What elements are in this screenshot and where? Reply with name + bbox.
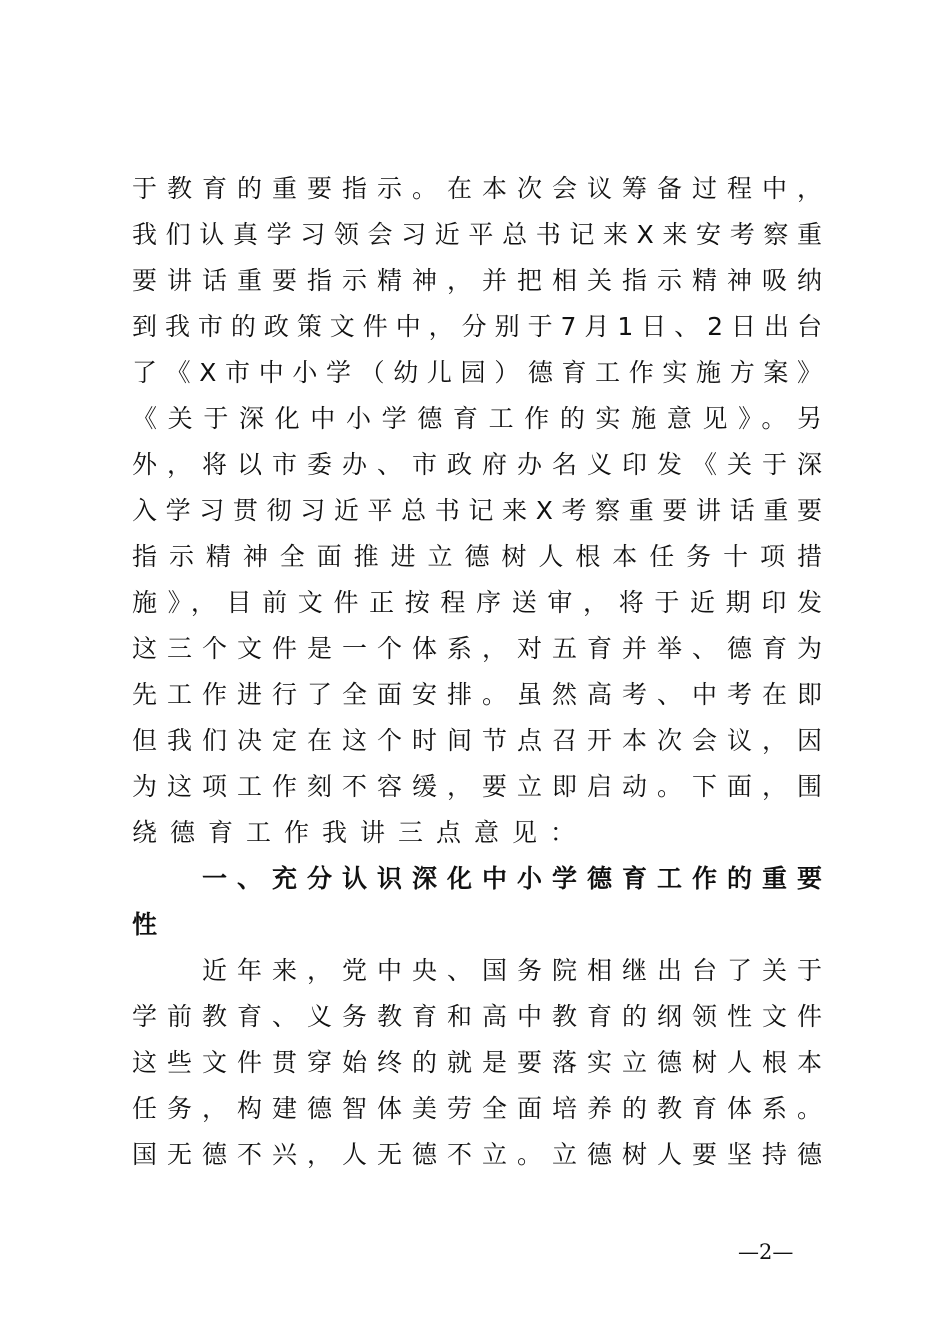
page-number: —2— [738,1240,794,1264]
text-line: 这些文件贯穿始终的就是要落实立德树人根本 [132,1048,822,1077]
text-line: 国无德不兴，人无德不立。立德树人要坚持德 [132,1140,822,1169]
text-line: 入学习贯彻习近平总书记来X考察重要讲话重要 [132,496,822,525]
text-line: 任务，构建德智体美劳全面培养的教育体系。 [132,1094,822,1123]
text-line: 外，将以市委办、市政府办名义印发《关于深 [132,450,822,479]
document-body [132,166,822,1178]
text-line: 但我们决定在这个时间节点召开本次会议，因 [132,726,822,755]
text-line: 指示精神全面推进立德树人根本任务十项措 [132,542,822,571]
text-line: 了《X市中小学（幼儿园）德育工作实施方案》 [132,358,822,387]
section-heading: 一、充分认识深化中小学德育工作的重要 [202,864,822,893]
text-line: 为这项工作刻不容缓，要立即启动。下面，围 [132,772,822,801]
text-line: 我们认真学习领会习近平总书记来X来安考察重 [132,220,822,249]
text-line: 这三个文件是一个体系，对五育并举、德育为 [132,634,822,663]
text-line: 要讲话重要指示精神，并把相关指示精神吸纳 [132,266,822,295]
text-line: 《关于深化中小学德育工作的实施意见》。另 [132,404,822,433]
text-line: 到我市的政策文件中，分别于7月1日、2日出台 [132,312,822,341]
text-line: 施》，目前文件正按程序送审，将于近期印发 [132,588,822,617]
section-heading-continued: 性 [132,910,158,939]
text-line: 绕德育工作我讲三点意见： [132,818,589,847]
text-line: 近年来，党中央、国务院相继出台了关于 [202,956,822,985]
text-line: 学前教育、义务教育和高中教育的纲领性文件 [132,1002,822,1031]
text-line: 于教育的重要指示。在本次会议筹备过程中， [132,174,822,203]
text-line: 先工作进行了全面安排。虽然高考、中考在即 [132,680,822,709]
